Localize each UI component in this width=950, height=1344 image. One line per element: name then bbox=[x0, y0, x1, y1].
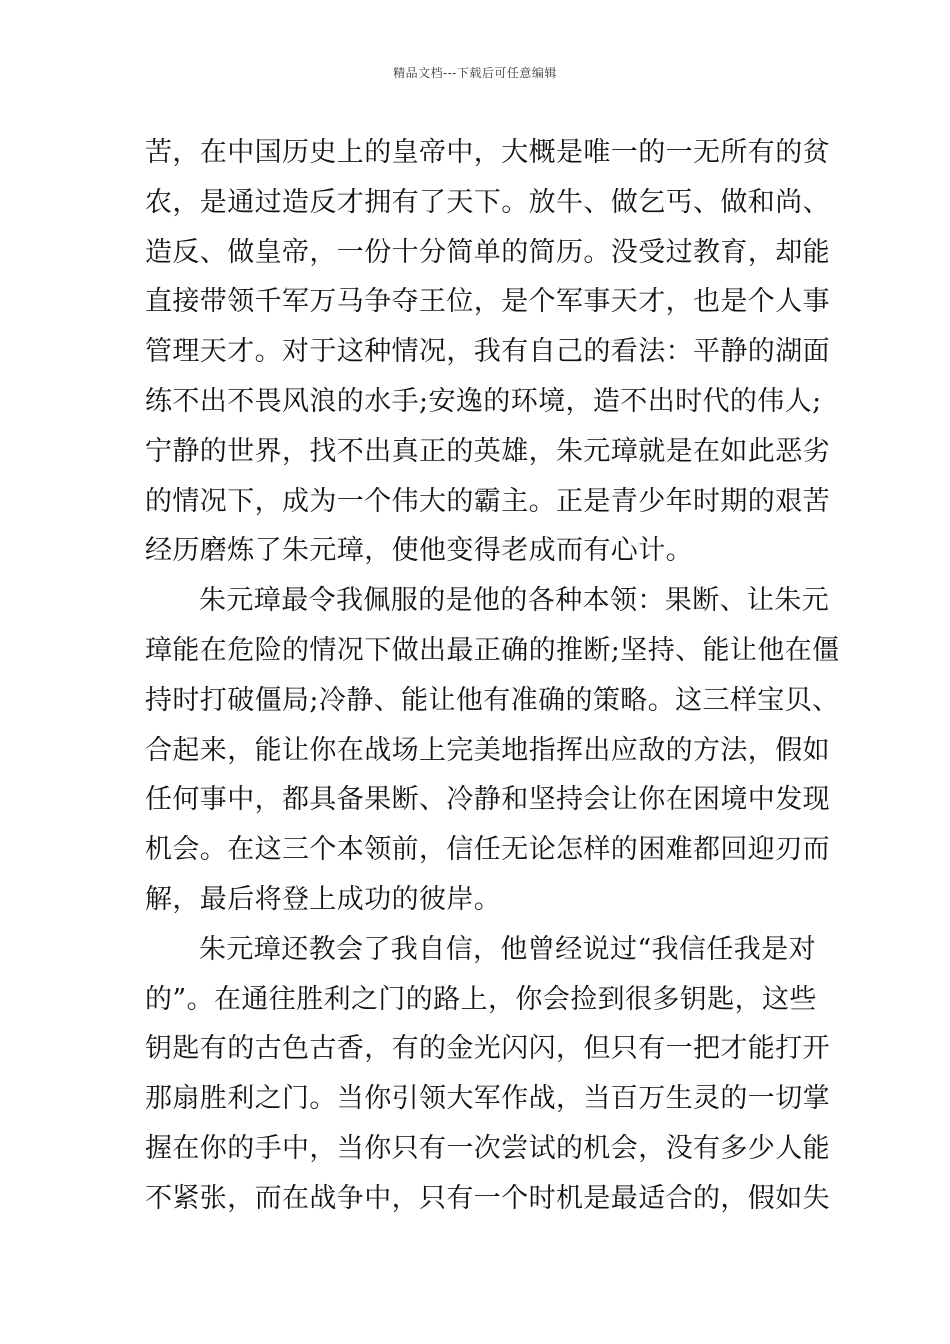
text-line: 苦，在中国历史上的皇帝中，大概是唯一的一无所有的贫 bbox=[145, 137, 830, 168]
text-line: 的”。在通往胜利之门的路上，你会捡到很多钥匙，这些 bbox=[145, 983, 817, 1015]
text-line: 经历磨炼了朱元璋，使他变得老成而有心计。 bbox=[145, 535, 693, 567]
paragraph-start-line: 朱元璋还教会了我自信，他曾经说过“我信任我是对 bbox=[199, 933, 817, 965]
text-line: 的情况下，成为一个伟大的霸主。正是青少年时期的艰苦 bbox=[145, 485, 830, 517]
text-line: 合起来，能让你在战场上完美地指挥出应敌的方法，假如 bbox=[145, 734, 830, 766]
paragraph-start-line: 朱元璋最令我佩服的是他的各种本领：果断、让朱元 bbox=[199, 585, 830, 617]
page-header: 精品文档---下载后可任意编辑 bbox=[393, 66, 557, 80]
text-line: 璋能在危险的情况下做出最正确的推断;坚持、能让他在僵 bbox=[145, 634, 840, 666]
text-line: 那扇胜利之门。当你引领大军作战，当百万生灵的一切掌 bbox=[145, 1083, 830, 1115]
text-line: 农，是通过造反才拥有了天下。放牛、做乞丐、做和尚、 bbox=[145, 186, 830, 218]
text-line: 握在你的手中，当你只有一次尝试的机会，没有多少人能 bbox=[145, 1132, 830, 1164]
text-line: 直接带领千军万马争夺王位，是个军事天才，也是个人事 bbox=[145, 286, 830, 318]
text-line: 机会。在这三个本领前，信任无论怎样的困难都回迎刃而 bbox=[145, 834, 830, 866]
text-line: 造反、做皇帝，一份十分简单的简历。没受过教育，却能 bbox=[145, 236, 830, 268]
text-line: 宁静的世界，找不出真正的英雄，朱元璋就是在如此恶劣 bbox=[145, 435, 830, 467]
text-line: 管理天才。对于这种情况，我有自己的看法：平静的湖面 bbox=[145, 336, 830, 368]
text-line: 持时打破僵局;冷静、能让他有准确的策略。这三样宝贝、 bbox=[145, 684, 840, 716]
text-line: 解，最后将登上成功的彼岸。 bbox=[145, 883, 502, 915]
body-text bbox=[145, 128, 840, 1224]
text-line: 练不出不畏风浪的水手;安逸的环境，造不出时代的伟人; bbox=[145, 385, 822, 417]
text-line: 任何事中，都具备果断、冷静和坚持会让你在困境中发现 bbox=[145, 784, 830, 816]
text-line: 不紧张，而在战争中，只有一个时机是最适合的，假如失 bbox=[145, 1182, 830, 1214]
text-line: 钥匙有的古色古香，有的金光闪闪，但只有一把才能打开 bbox=[145, 1033, 830, 1065]
